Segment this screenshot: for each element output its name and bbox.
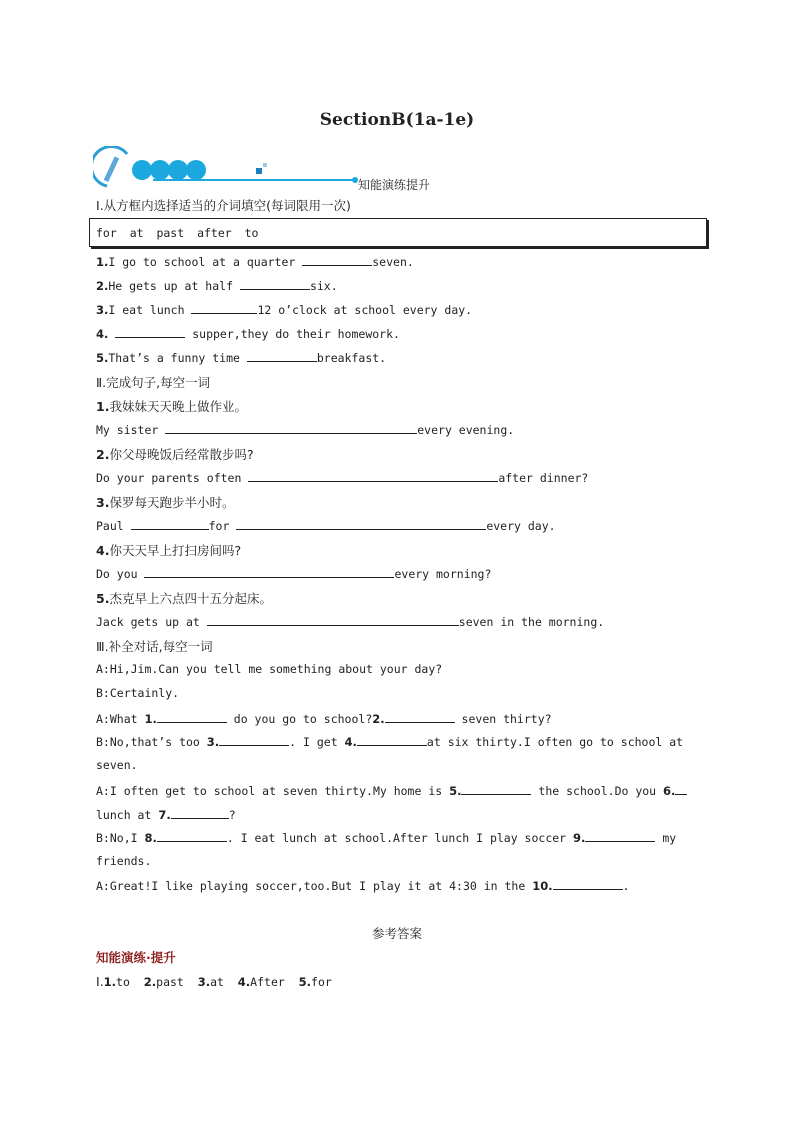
answer-blank[interactable] [675,783,687,795]
answer-blank[interactable] [385,711,455,723]
answer-blank[interactable] [157,711,227,723]
answer-blank[interactable] [219,734,289,746]
s1-item-5: 5.That’s a funny time breakfast. [96,351,387,365]
section2-heading: Ⅱ.完成句子,每空一词 [96,375,211,390]
page-title: SectionB(1a-1e) [319,110,475,130]
answer-blank[interactable] [461,783,531,795]
dialog-line-3: A:What 1. do you go to school?2. seven thirty? [96,712,552,726]
s1-item-3: 3.I eat lunch 12 o’clock at school every day. [96,303,473,317]
dialog-line-2: B:Certainly. [96,686,180,700]
answer-blank[interactable] [171,807,229,819]
s2-item-1-en: My sister every evening. [96,423,515,437]
answer-blank[interactable] [131,518,209,530]
s2-item-3-en: Paul for every day. [96,519,556,533]
answer-blank[interactable] [553,878,623,890]
answer-blank[interactable] [165,422,417,434]
s2-item-3-cn: 3.保罗每天跑步半小时。 [96,495,235,510]
answers-heading: 参考答案 [371,926,422,941]
s2-item-5-cn: 5.杰克早上六点四十五分起床。 [96,591,272,606]
section1-heading: Ⅰ.从方框内选择适当的介词填空(每词限用一次) [96,198,351,213]
word-box-words: for at past after to [96,226,259,240]
answer-blank[interactable] [357,734,427,746]
s2-item-4-en: Do you every morning? [96,567,492,581]
dialog-line-4: B:No,that’s too 3. . I get 4. at six thirty.I often go to school at [96,735,684,749]
answer-blank[interactable] [191,302,257,314]
answer-blank[interactable] [585,830,655,842]
s2-item-1-cn: 1.我妹妹天天晚上做作业。 [96,399,247,414]
s2-item-4-cn: 4.你天天早上打扫房间吗? [96,543,242,558]
answers-subheading: 知能演练·提升 [96,950,176,965]
answer-blank[interactable] [144,566,394,578]
answer-blank[interactable] [240,278,310,290]
answer-blank[interactable] [236,518,486,530]
answers-line-1: Ⅰ.1.to 2.past 3.at 4.After 5.for [96,974,332,989]
answer-blank[interactable] [248,470,498,482]
s2-item-5-en: Jack gets up at seven in the morning. [96,615,605,629]
s2-item-2-cn: 2.你父母晚饭后经常散步吗? [96,447,254,462]
dialog-line-9: friends. [96,854,152,868]
dialog-line-1: A:Hi,Jim.Can you tell me something about your day? [96,662,443,676]
section3-heading: Ⅲ.补全对话,每空一词 [96,639,213,654]
banner-label: 知能演练提升 [358,178,431,192]
answer-blank[interactable] [247,350,317,362]
dialog-line-7: lunch at 7. ? [96,808,236,822]
dialog-line-8: B:No,I 8. . I eat lunch at school.After lunch I play soccer 9. my [96,831,677,845]
s1-item-1: 1.I go to school at a quarter seven. [96,255,414,269]
dialog-line-5: seven. [96,758,138,772]
s1-item-4: 4. supper,they do their homework. [96,327,400,341]
answer-blank[interactable] [157,830,227,842]
answer-blank[interactable] [207,614,459,626]
answer-blank[interactable] [115,326,185,338]
word-box [89,218,707,247]
s1-item-2: 2.He gets up at half six. [96,279,338,293]
dialog-line-10: A:Great!I like playing soccer,too.But I play it at 4:30 in the 10. . [96,879,630,893]
s2-item-2-en: Do your parents often after dinner? [96,471,589,485]
dialog-line-6: A:I often get to school at seven thirty.My home is 5. the school.Do you 6. [96,783,687,798]
answer-blank[interactable] [302,254,372,266]
